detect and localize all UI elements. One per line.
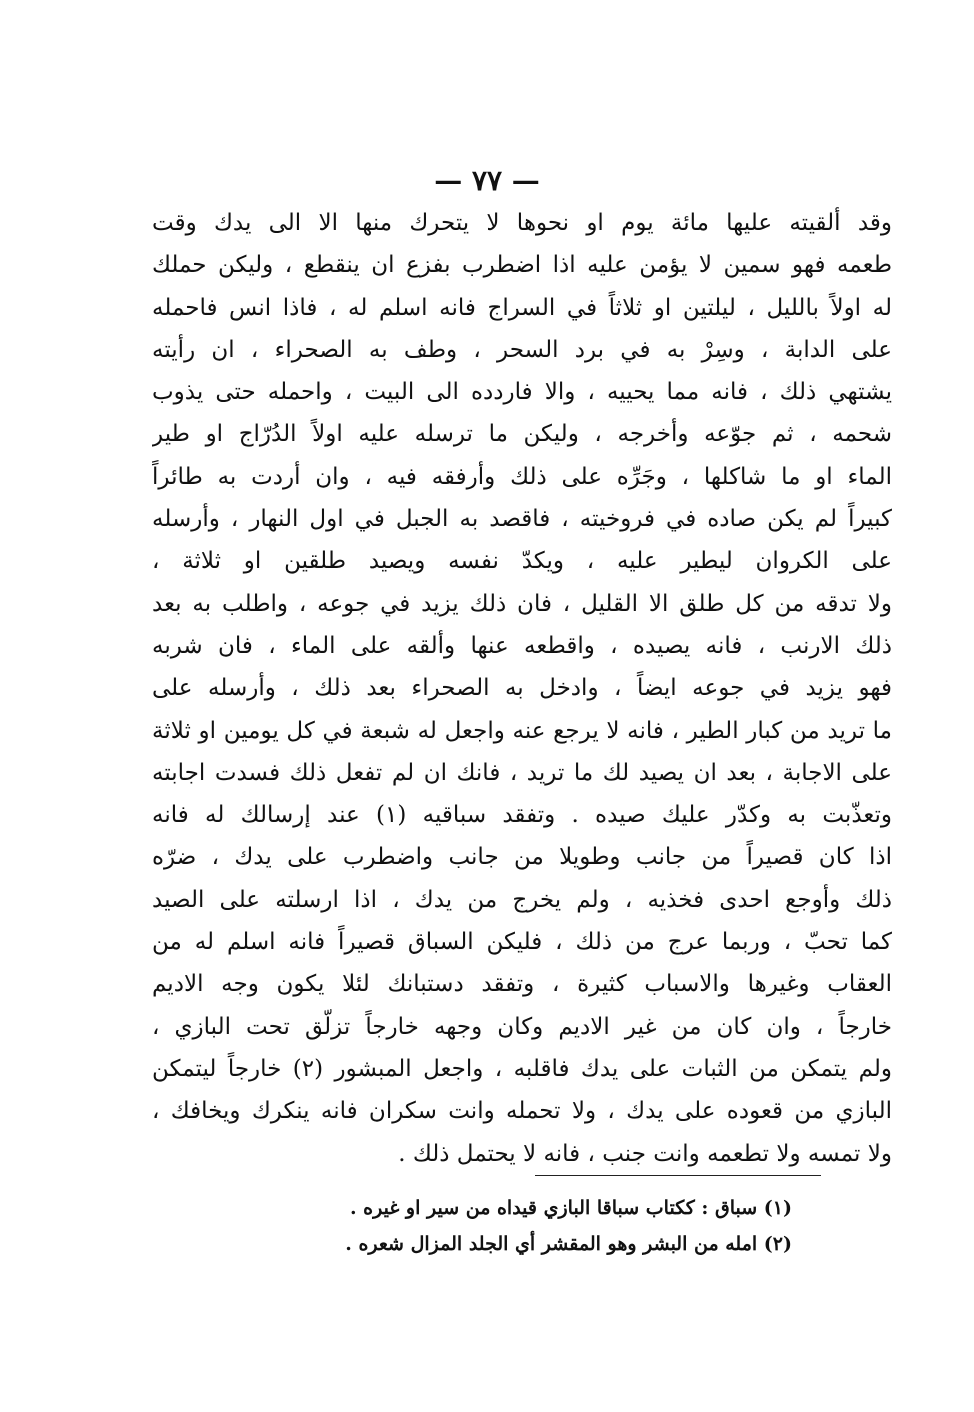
text-line: خارجاً ، وان كان من غير الاديم وكان وجهه خارجاً تزلّق تحت البازي ، [152, 1013, 892, 1040]
text-line: ذلك وأوجع احدى فخذيه ، ولم يخرج من يدك ، اذا ارسلته على الصيد [152, 886, 892, 913]
text-line: ما تريد من كبار الطير ، فانه لا يرجع عنه واجعل له شبعة في كل يومين او ثلاثة [152, 717, 892, 744]
text-line: له اولاً بالليل ، ليلتين او ثلاثاً في السراج فانه اسلم له ، فاذا انس فاحمله [152, 294, 892, 321]
text-line: ذلك الارنب ، فانه يصيده ، واقطعه عنها وألقه على الماء ، فان شربه [152, 632, 892, 659]
footnote-2: (٢) امله من البشر وهو المقشر أي الجلد المزال شعره . [345, 1233, 792, 1255]
text-line: الماء او ما شاكلها ، وجَرِّه على ذلك وأرفقه فيه ، وان أردت به طائراً [152, 463, 892, 490]
text-line: على الدابة ، وسِرْ به في برد السحر ، وطف به الصحراء ، ان رأيته [152, 336, 892, 363]
text-line: كبيراً لم يكن صاده في فروخيته ، فاقصد به الجبل في اول النهار ، وأرسله [152, 506, 892, 533]
text-line: كما تحبّ ، وربما عرج من ذلك ، فليكن السباق قصيراً فانه اسلم له من [152, 929, 892, 956]
footnote-1: (١) سباق : ككتاب سباقا البازي قيداه من سير او غيره . [349, 1197, 792, 1219]
text-line: وتعذّبت به وكدّر عليك صيده . وتفقد سباقيه (١) عند إرسالك له فانه [152, 802, 892, 829]
body-text [152, 202, 892, 1175]
text-line: اذا كان قصيراً من جانب وطويلا من جانب واضطرب على يدك ، ضرّه [152, 844, 892, 871]
footnotes [300, 1190, 792, 1262]
text-line-last: ولا تمسه ولا تطعمه وانت جنب ، فانه لا يحتمل ذلك . [398, 1140, 892, 1167]
text-line: يشتهي ذلك ، فانه مما يحييه ، والا فاردده الى البيت ، واحمله حتى يذوب [152, 379, 892, 406]
text-line: ولم يتمكن من الثبات على يدك فاقلبه ، واجعل المبشور (٢) خارجاً ليتمكن [152, 1055, 892, 1082]
page-number: — ٧٧ — [434, 164, 540, 197]
footnote-divider [535, 1175, 821, 1176]
text-line: ولا تدقه من كل طلق الا القليل ، فان ذلك يزيد في جوعه ، واطلب به بعد [152, 590, 892, 617]
text-line: فهو يزيد في جوعه ايضاً ، وادخل به الصحراء بعد ذلك ، وأرسله على [152, 675, 892, 702]
text-line: وقد ألقيته عليها مائة يوم او نحوها لا يتحرك منها الا الى يدك وقت [152, 210, 892, 236]
text-line: على الاجابة ، بعد ان يصيد لك ما تريد ، فانك ان لم تفعل ذلك فسدت اجابته [152, 759, 892, 786]
text-line: البازي من قعوده على يدك ، ولا تحمله وانت سكران فانه ينكرك ويخافك ، [152, 1098, 892, 1125]
text-line: على الكروان ليطير عليه ، ويكدّ نفسه ويصيد طلقين او ثلاثة ، [152, 548, 892, 575]
text-line: شحمه ، ثم جوّعه وأخرجه ، وليكن ما ترسله عليه اولاً الدُرّاج او طير [152, 421, 892, 448]
text-line: العقاب وغيرها والاسباب كثيرة ، وتفقد دستبانك لئلا يكون وجه الاديم [152, 971, 892, 998]
text-line: طعمه فهو سمين لا يؤمن عليه اذا اضطرب بفزع ان ينقطع ، وليكن حملك [152, 252, 892, 279]
